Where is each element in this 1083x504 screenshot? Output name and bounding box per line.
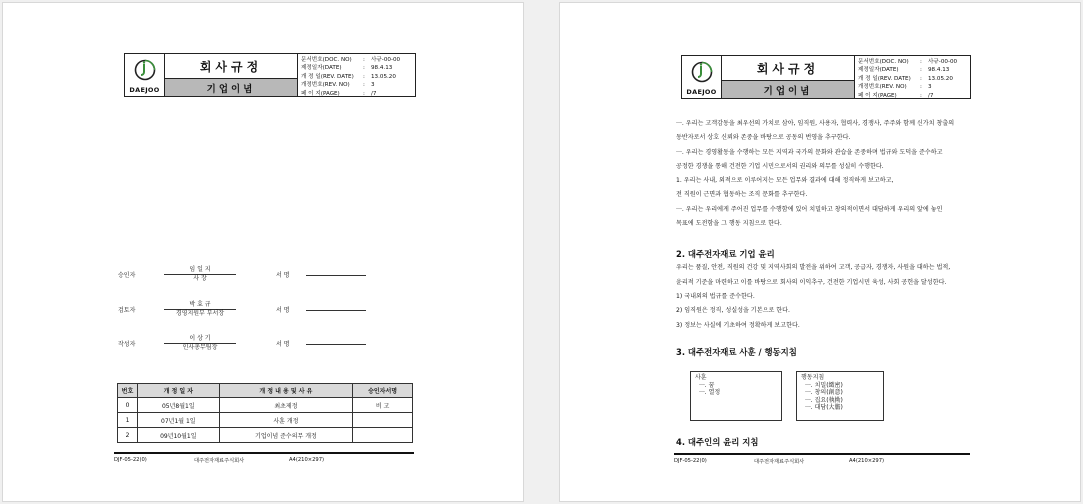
table-header: 승인자서명 xyxy=(353,384,413,398)
page-footer xyxy=(114,452,414,464)
box-title: 행동지침 xyxy=(801,374,825,381)
signature-line xyxy=(306,275,366,276)
logo-mark-icon xyxy=(133,58,157,82)
document-page-1 xyxy=(2,2,524,502)
signature-name: 이 상 기 xyxy=(189,335,211,342)
paragraph-line: ㅡ. 우리는 우리에게 주어진 업무를 수행함에 있어 치밀하고 창의적이면서 대담하게 우리의 앞에 놓인 xyxy=(676,205,943,213)
table-row: 1 07년1월 1일 사훈 개정 xyxy=(118,413,413,428)
paragraph-line: 전 직원이 근면과 협동하는 조직 문화를 추구한다. xyxy=(676,191,808,199)
signature-name: 임 일 지 xyxy=(189,266,211,273)
document-title: 회사규정 xyxy=(165,54,297,79)
signature-title: 경영지원부 부서장 xyxy=(164,309,236,318)
signature-name: 박 효 규 xyxy=(189,301,211,308)
section-heading: 4. 대주인의 윤리 지침 xyxy=(676,437,759,447)
motto-box xyxy=(690,371,782,421)
document-title: 회사규정 xyxy=(722,56,854,81)
list-item: ㅡ. 열정 xyxy=(699,389,721,397)
paper-size: A4(210×297) xyxy=(849,458,885,464)
document-page-2 xyxy=(559,2,1081,502)
paragraph-line: 우리는 품질, 안전, 직원의 건강 및 지역사회의 발전을 위하여 고객, 공급자, 경쟁자, 사원을 대하는 법적, xyxy=(676,264,951,272)
table-row: 0 05년8월1일 최초제정 비 고 xyxy=(118,398,413,413)
paragraph-line: ㅡ. 우리는 경영활동을 수행하는 모든 지역과 국가의 문화와 관습을 존중하며 법규와 도덕을 준수하고 xyxy=(676,148,943,156)
list-item: 2) 임직원은 정직, 성실성을 기본으로 한다. xyxy=(676,307,790,315)
list-item: ㅡ. 꿈 xyxy=(699,381,715,389)
document-header xyxy=(124,53,416,97)
document-body xyxy=(676,117,972,359)
signature-row-approver xyxy=(118,266,366,283)
table-header: 번호 xyxy=(118,384,138,398)
table-row: 2 09년10월1일 기업이념 준수의무 개정 xyxy=(118,428,413,443)
company-name: 대주전자재료주식회사 xyxy=(194,458,245,464)
revision-table xyxy=(117,383,413,443)
document-subtitle: 기업이념 xyxy=(722,81,854,98)
signature-label: 서 명 xyxy=(276,307,290,314)
document-header xyxy=(681,55,971,99)
paragraph-line: 윤리적 기준을 마련하고 이를 바탕으로 회사의 이익추구, 건전한 기업시민 육성, 사회 공헌을 달성한다. xyxy=(676,278,947,286)
signature-row-reviewer xyxy=(118,301,366,318)
logo-mark-icon xyxy=(690,60,714,84)
section-heading: 2. 대주전자재료 기업 윤리 xyxy=(676,249,775,260)
form-code: DJF-05-22(0) xyxy=(674,458,707,464)
signature-title: 사 장 xyxy=(164,274,236,283)
paper-size: A4(210×297) xyxy=(289,457,325,463)
signature-role: 검토자 xyxy=(118,307,136,314)
paragraph-line: 1. 우리는 사내, 외적으로 이루어지는 모든 업무와 결과에 대해 정직하게 보고하고, xyxy=(676,177,894,185)
logo-text: DAEJOO xyxy=(129,86,160,94)
signature-row-author xyxy=(118,335,366,352)
company-name: 대주전자재료주식회사 xyxy=(754,459,805,465)
signature-label: 서 명 xyxy=(276,341,290,348)
table-header: 개 정 일 자 xyxy=(137,384,219,398)
paragraph-line: ㅡ. 우리는 고객감동을 최우선의 가치로 삼아, 임직원, 사용자, 협력사, 경쟁사, 주주와 함께 신가치 창출의 xyxy=(676,120,955,127)
signature-title: 인사총무팀장 xyxy=(164,343,236,352)
conduct-box xyxy=(796,371,884,421)
company-logo xyxy=(125,54,165,96)
signature-line xyxy=(306,344,366,345)
signature-role: 작성자 xyxy=(118,341,136,348)
paragraph-line: 공정한 경쟁을 통해 건전한 기업 시민으로서의 권리와 의무를 성실히 수행한다. xyxy=(676,162,884,170)
table-header: 개 정 내 용 및 사 유 xyxy=(219,384,353,398)
form-code: DJF-05-22(0) xyxy=(114,457,147,463)
signature-role: 승인자 xyxy=(118,272,136,279)
page-footer xyxy=(674,453,970,465)
paragraph-line: 동반자로서 상호 신뢰와 존중을 바탕으로 공동의 번영을 추구한다. xyxy=(676,134,851,142)
section-heading: 3. 대주전자재료 사훈 / 행동지침 xyxy=(676,346,797,357)
document-subtitle: 기업이념 xyxy=(165,79,297,96)
list-item: 1) 국내외의 법규를 준수한다. xyxy=(676,292,755,300)
box-title: 사훈 xyxy=(695,374,707,381)
list-item: ㅡ. 대담(大膽) xyxy=(805,404,843,412)
list-item: ㅡ. 집요(執拗) xyxy=(805,396,843,404)
paragraph-line: 목표에 도전함을 그 행동 지침으로 한다. xyxy=(676,220,782,228)
document-meta: 문서번호(DOC. NO) : 사규-00-00 제정일자(DATE) : 98.4.13 개 정 일(REV. DATE) : 13.05.20 개정번호(REV. NO) : 3 페 이 지(PAGE) : /7 xyxy=(301,57,401,97)
signature-label: 서 명 xyxy=(276,272,290,279)
signature-line xyxy=(306,310,366,311)
document-meta: 문서번호(DOC. NO) : 사규-00-00 제정일자(DATE) : 98.4.13 개 정 일(REV. DATE) : 13.05.20 개정번호(REV. NO) : 3 페 이 지(PAGE) : /7 xyxy=(858,59,958,99)
company-logo xyxy=(682,56,722,98)
list-item: ㅡ. 창의(創意) xyxy=(805,389,843,397)
list-item: 3) 정보는 사실에 기초하여 정확하게 보고한다. xyxy=(676,321,800,329)
list-item: ㅡ. 치밀(緻密) xyxy=(805,381,843,389)
logo-text: DAEJOO xyxy=(686,88,717,96)
